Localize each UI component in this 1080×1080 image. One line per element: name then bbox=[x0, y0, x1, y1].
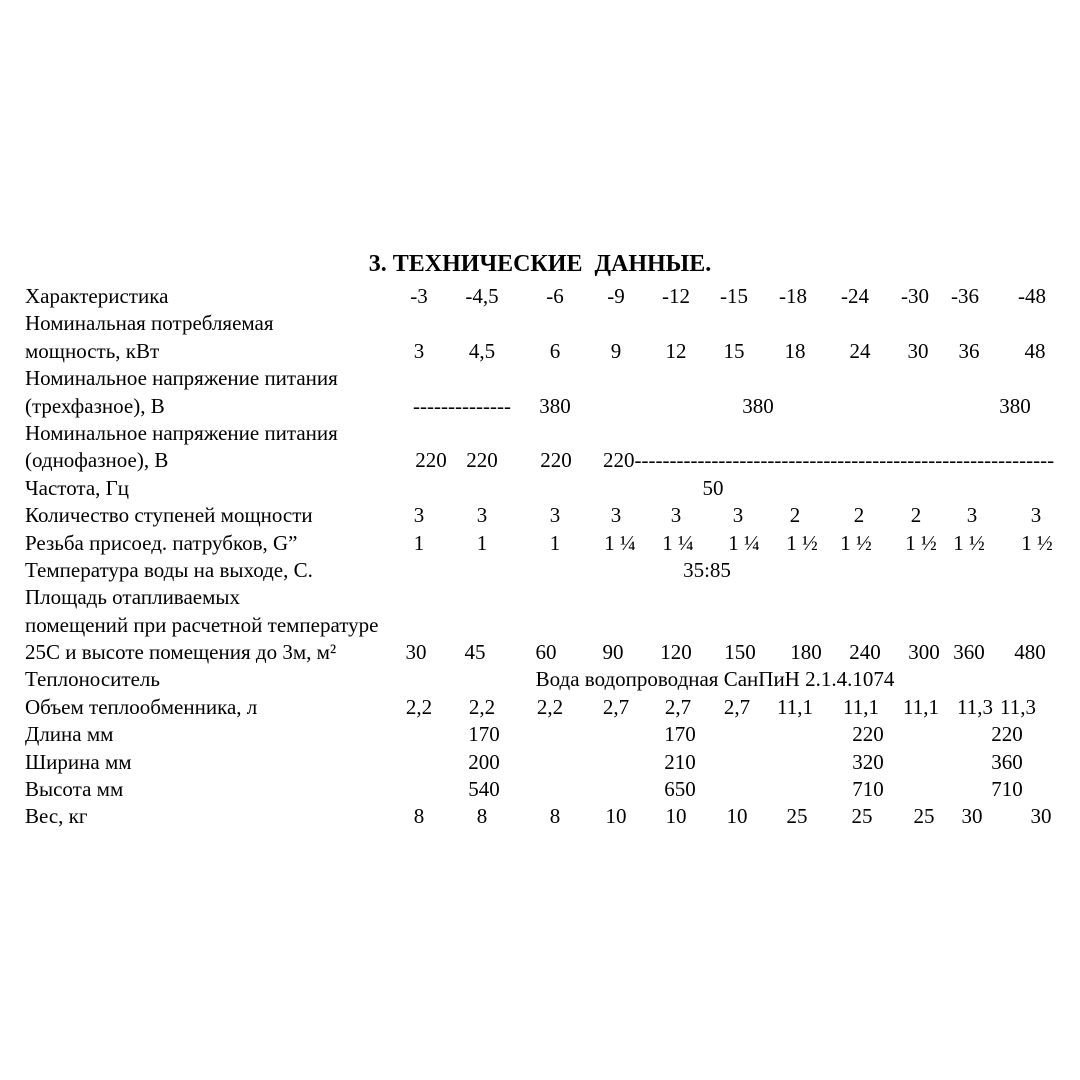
cell-value: 25 bbox=[913, 804, 935, 829]
row-label: Температура воды на выходе, С. bbox=[25, 557, 313, 582]
column-header: -36 bbox=[951, 284, 979, 308]
table-row-area bbox=[25, 639, 1055, 666]
cell-value: 2,7 bbox=[723, 694, 751, 719]
cell-value: 1 bbox=[549, 530, 561, 555]
cell-value: 8 bbox=[476, 804, 488, 829]
row-label: Номинальное напряжение питания bbox=[25, 366, 338, 391]
cell-value: 3 bbox=[966, 503, 978, 528]
cell-value: 25 bbox=[786, 804, 808, 829]
table-row-water-temp bbox=[25, 557, 1055, 584]
row-label: (трехфазное), В bbox=[25, 393, 165, 418]
cell-value: 2 bbox=[910, 503, 922, 528]
cell-value: 120 bbox=[660, 640, 692, 665]
table-row-voltage3 bbox=[25, 393, 1055, 420]
cell-value: 1 ¼ bbox=[662, 530, 694, 555]
cell-value: 11,1 bbox=[843, 694, 879, 719]
cell-value: 360 bbox=[991, 749, 1023, 774]
row-label: Количество ступеней мощности bbox=[25, 503, 313, 528]
cell-value: 11,1 bbox=[903, 694, 939, 719]
cell-value: 320 bbox=[852, 749, 884, 774]
cell-value: 30 bbox=[961, 804, 983, 829]
column-header: -48 bbox=[1018, 284, 1046, 308]
table-row-coolant bbox=[25, 666, 1055, 693]
cell-value: 11,1 bbox=[777, 694, 813, 719]
cell-value: 4,5 bbox=[468, 338, 496, 363]
cell-value: 30 bbox=[907, 338, 929, 363]
cell-value: 1 ½ bbox=[1021, 530, 1053, 555]
cell-value: 11,3 bbox=[957, 694, 993, 719]
cell-value: 360 bbox=[953, 640, 985, 665]
cell-value: 240 bbox=[849, 640, 881, 665]
column-header: -6 bbox=[546, 284, 564, 308]
cell-value-dashes: 220------------------------------------------------------------ bbox=[603, 448, 1055, 473]
cell-value: 10 bbox=[726, 804, 748, 829]
cell-value: 1 ½ bbox=[953, 530, 985, 555]
cell-value: 1 ½ bbox=[905, 530, 937, 555]
column-header: -24 bbox=[841, 284, 869, 308]
cell-value: 380 bbox=[539, 393, 571, 418]
row-label: Длина мм bbox=[25, 722, 114, 747]
column-header: -18 bbox=[779, 284, 807, 308]
row-label: (однофазное), В bbox=[25, 448, 169, 473]
cell-value: 11,3 bbox=[1000, 694, 1036, 719]
table-row-frequency bbox=[25, 475, 1055, 502]
cell-value: 12 bbox=[665, 338, 687, 363]
cell-value: 18 bbox=[784, 338, 806, 363]
cell-value: Вода водопроводная СанПиН 2.1.4.1074 bbox=[535, 667, 895, 692]
cell-value: 9 bbox=[610, 338, 622, 363]
table-row-thread bbox=[25, 530, 1055, 557]
cell-value: 2,7 bbox=[664, 694, 692, 719]
cell-value: 8 bbox=[549, 804, 561, 829]
row-label: Теплоноситель bbox=[25, 667, 160, 692]
row-label: Резьба присоед. патрубков, G” bbox=[25, 530, 298, 555]
row-label: Объем теплообменника, л bbox=[25, 694, 258, 719]
cell-value: 3 bbox=[549, 503, 561, 528]
column-header: -3 bbox=[410, 284, 428, 308]
cell-value: 48 bbox=[1024, 338, 1046, 363]
cell-value: 3 bbox=[1030, 503, 1042, 528]
table-row-steps bbox=[25, 502, 1055, 529]
column-header: -12 bbox=[662, 284, 690, 308]
page-title: 3. ТЕХНИЧЕСКИЕ ДАННЫЕ. bbox=[368, 251, 712, 277]
cell-value: 220 bbox=[991, 722, 1023, 747]
column-header: -4,5 bbox=[465, 284, 499, 308]
table-row-power-label1 bbox=[25, 310, 1055, 337]
cell-value: 3 bbox=[670, 503, 682, 528]
row-label: Вес, кг bbox=[25, 804, 88, 829]
cell-value: 2 bbox=[853, 503, 865, 528]
cell-value: 60 bbox=[535, 640, 557, 665]
cell-value: 170 bbox=[468, 722, 500, 747]
cell-value: 50 bbox=[702, 475, 724, 500]
row-label: помещений при расчетной температуре bbox=[25, 612, 379, 637]
table-header-row bbox=[25, 283, 1055, 310]
cell-value: 2,2 bbox=[405, 694, 433, 719]
table-row-area-label2 bbox=[25, 612, 1055, 639]
row-label: Номинальное напряжение питания bbox=[25, 420, 338, 445]
cell-dashes: -------------- bbox=[413, 393, 511, 418]
cell-value: 3 bbox=[610, 503, 622, 528]
cell-value: 1 ¼ bbox=[728, 530, 760, 555]
table-row-width bbox=[25, 749, 1055, 776]
row-label: Площадь отапливаемых bbox=[25, 585, 240, 610]
cell-value: 10 bbox=[605, 804, 627, 829]
table-row-area-label1 bbox=[25, 584, 1055, 611]
table-row-power bbox=[25, 338, 1055, 365]
row-label-characteristic: Характеристика bbox=[25, 284, 169, 308]
table-row-length bbox=[25, 721, 1055, 748]
table-row-voltage3-label1 bbox=[25, 365, 1055, 392]
row-label: Частота, Гц bbox=[25, 475, 130, 500]
cell-value: 35:85 bbox=[683, 557, 731, 582]
cell-value: 15 bbox=[723, 338, 745, 363]
row-label: 25С и высоте помещения до 3м, м² bbox=[25, 640, 337, 665]
cell-value: 3 bbox=[476, 503, 488, 528]
cell-value: 540 bbox=[468, 777, 500, 802]
cell-value: 3 bbox=[413, 338, 425, 363]
cell-value: 3 bbox=[732, 503, 744, 528]
cell-value: 45 bbox=[464, 640, 486, 665]
cell-value: 1 bbox=[413, 530, 425, 555]
cell-value: 1 bbox=[476, 530, 488, 555]
cell-value: 210 bbox=[664, 749, 696, 774]
cell-value: 380 bbox=[999, 393, 1031, 418]
cell-value: 36 bbox=[958, 338, 980, 363]
cell-value: 2 bbox=[789, 503, 801, 528]
cell-value: 300 bbox=[908, 640, 940, 665]
cell-value: 2,7 bbox=[602, 694, 630, 719]
cell-value: 1 ½ bbox=[840, 530, 872, 555]
technical-data-table bbox=[25, 283, 1055, 831]
cell-value: 220 bbox=[540, 448, 572, 473]
column-header: -15 bbox=[720, 284, 748, 308]
cell-value: 180 bbox=[790, 640, 822, 665]
cell-value: 710 bbox=[991, 777, 1023, 802]
table-row-weight bbox=[25, 803, 1055, 830]
cell-value: 90 bbox=[602, 640, 624, 665]
cell-value: 2,2 bbox=[468, 694, 496, 719]
cell-value: 220 bbox=[466, 448, 498, 473]
cell-value: 170 bbox=[664, 722, 696, 747]
cell-value: 200 bbox=[468, 749, 500, 774]
cell-value: 480 bbox=[1014, 640, 1046, 665]
cell-value: 30 bbox=[405, 640, 427, 665]
table-row-voltage1 bbox=[25, 447, 1055, 474]
cell-value: 10 bbox=[665, 804, 687, 829]
cell-value: 2,2 bbox=[536, 694, 564, 719]
row-label: Высота мм bbox=[25, 777, 124, 802]
row-label: мощность, кВт bbox=[25, 338, 160, 363]
cell-value: 1 ¼ bbox=[604, 530, 636, 555]
column-header: -30 bbox=[901, 284, 929, 308]
cell-value: 380 bbox=[742, 393, 774, 418]
table-row-volume bbox=[25, 694, 1055, 721]
table-row-height bbox=[25, 776, 1055, 803]
table-row-voltage1-label1 bbox=[25, 420, 1055, 447]
cell-value: 8 bbox=[413, 804, 425, 829]
cell-value: 30 bbox=[1030, 804, 1052, 829]
cell-value: 1 ½ bbox=[786, 530, 818, 555]
cell-value: 6 bbox=[549, 338, 561, 363]
column-header: -9 bbox=[607, 284, 625, 308]
cell-value: 220 bbox=[415, 448, 447, 473]
cell-value: 220 bbox=[852, 722, 884, 747]
cell-value: 150 bbox=[724, 640, 756, 665]
cell-value: 24 bbox=[849, 338, 871, 363]
cell-value: 3 bbox=[413, 503, 425, 528]
cell-value: 650 bbox=[664, 777, 696, 802]
row-label: Ширина мм bbox=[25, 749, 132, 774]
row-label: Номинальная потребляемая bbox=[25, 311, 274, 336]
cell-value: 25 bbox=[851, 804, 873, 829]
cell-value: 710 bbox=[852, 777, 884, 802]
